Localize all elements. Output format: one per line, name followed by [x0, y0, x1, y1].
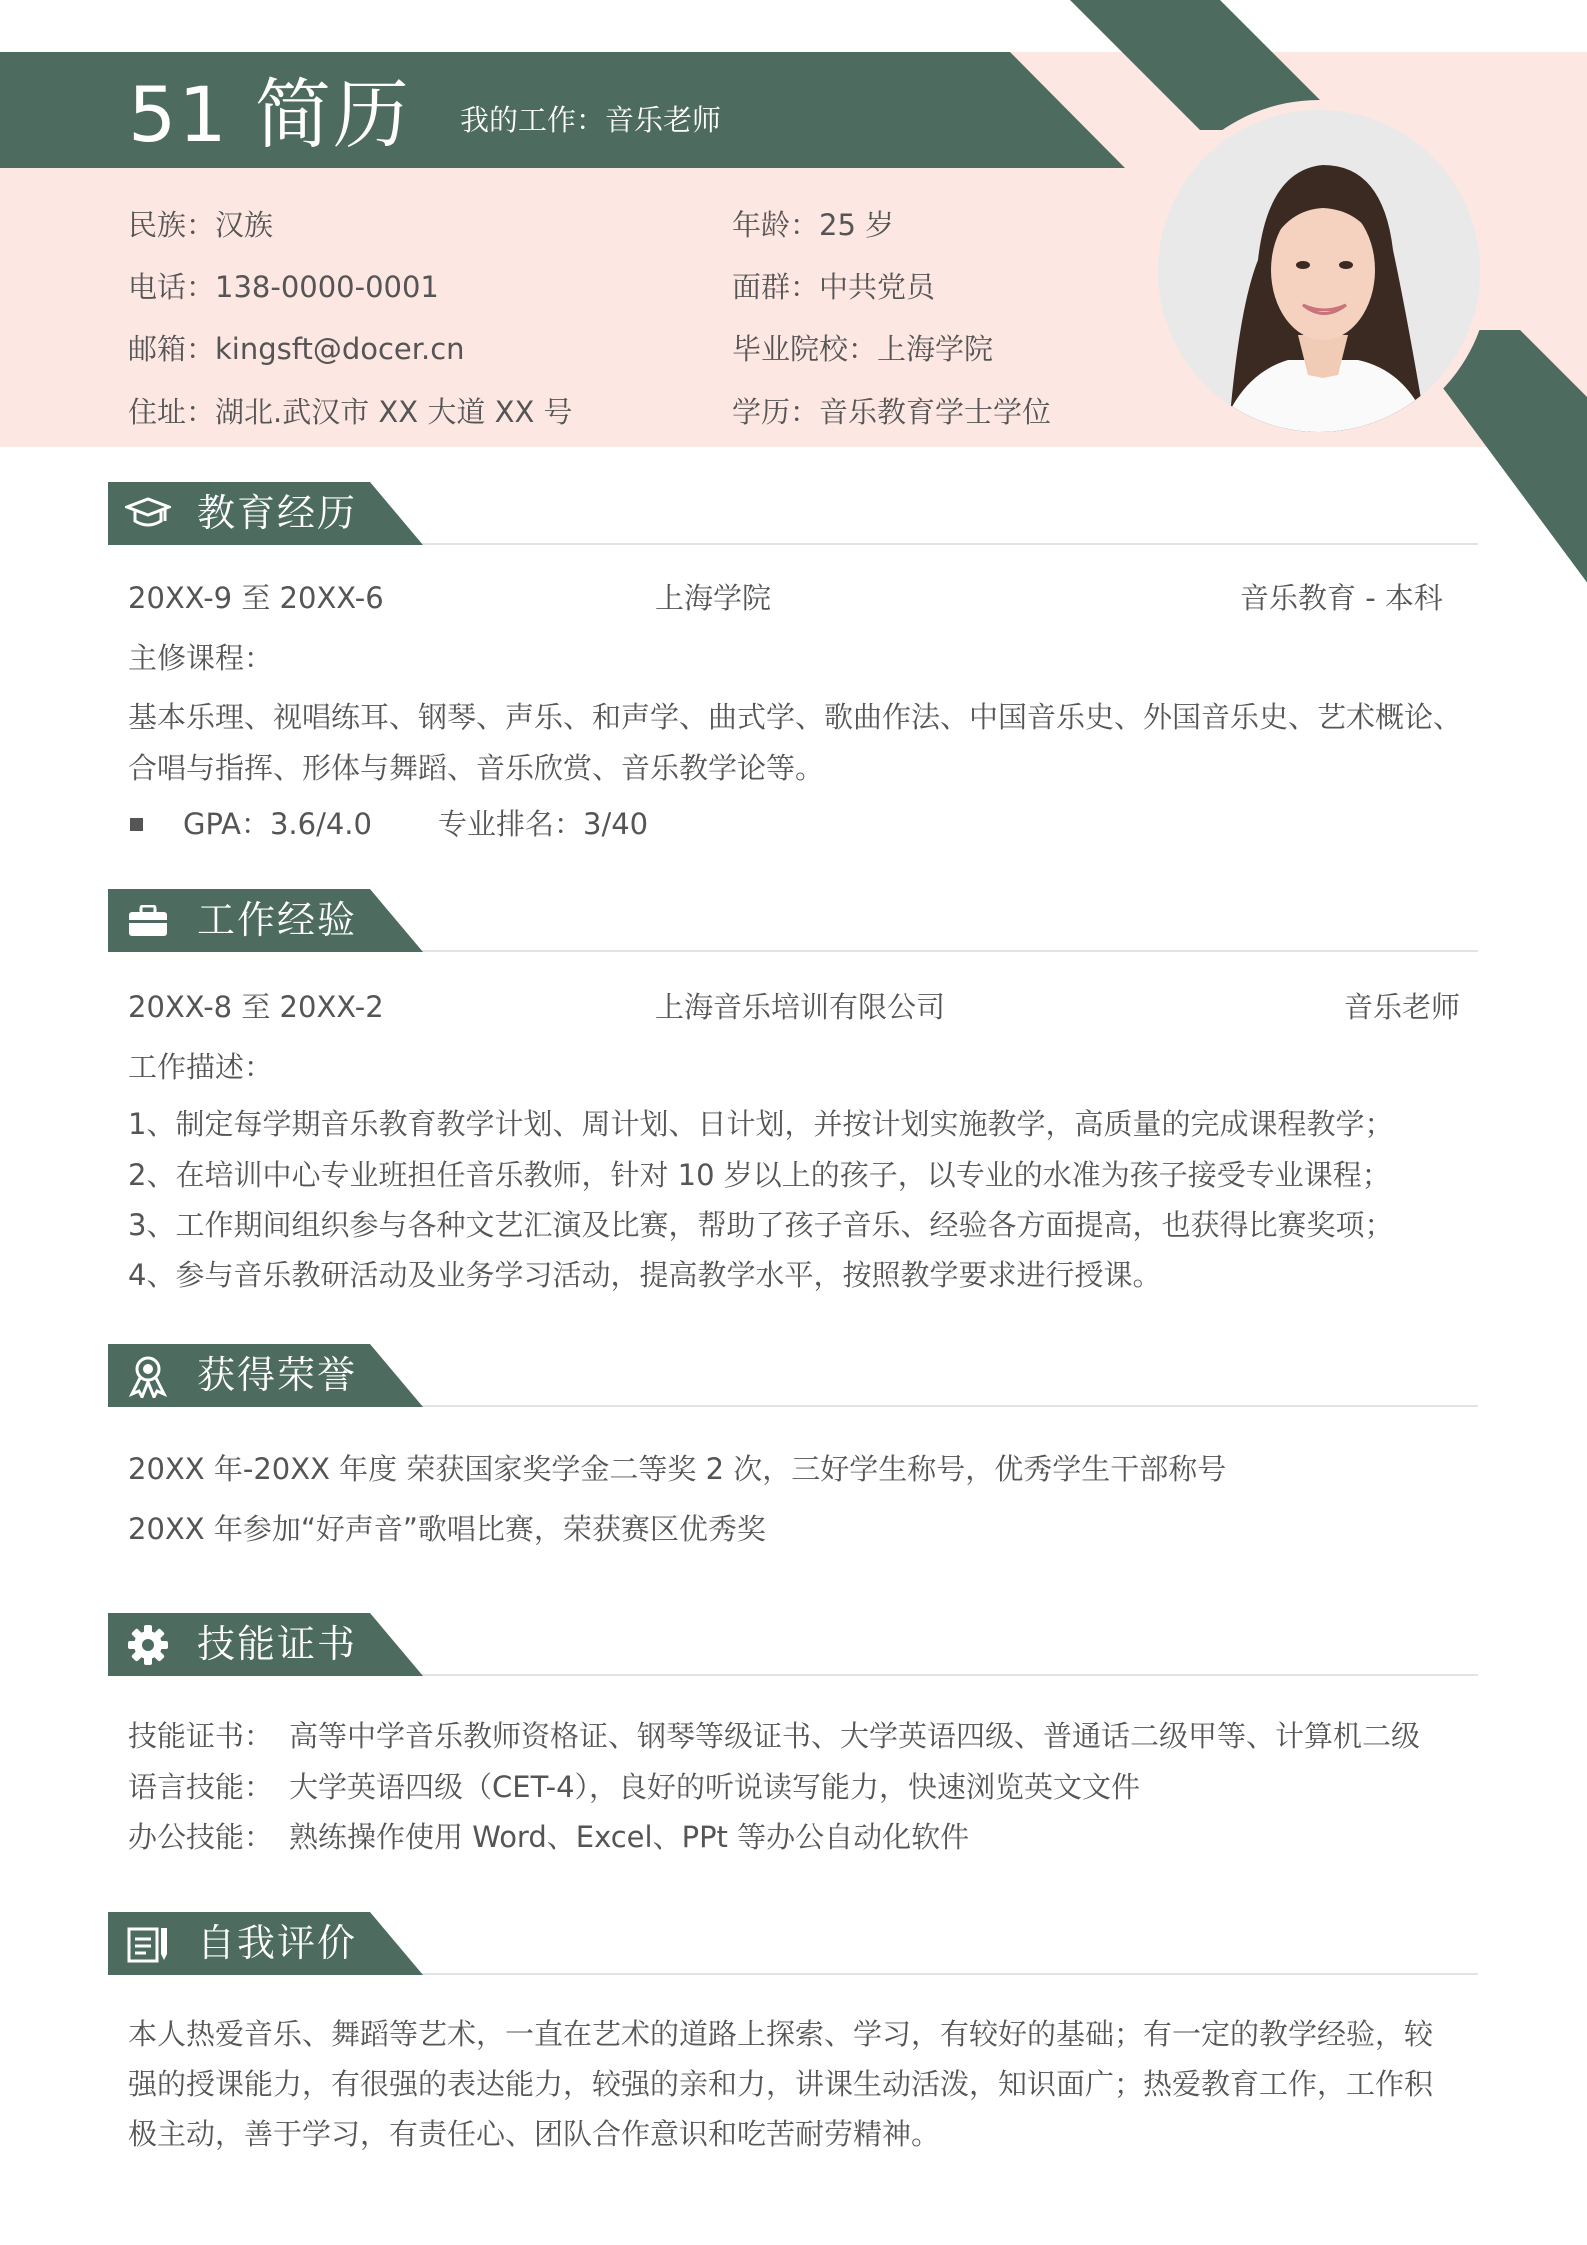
- section-title-work: 工作经验: [197, 898, 358, 942]
- portrait-photo: [1158, 110, 1480, 432]
- work-item: 3、工作期间组织参与各种文艺汇演及比赛，帮助了孩子音乐、经验各方面提高，也获得比赛奖项；: [128, 1208, 1394, 1242]
- award-ribbon-icon: [122, 1344, 174, 1407]
- graduation-cap-icon: [122, 482, 174, 545]
- info-address: 住址：湖北.武汉市 XX 大道 XX 号: [128, 395, 573, 429]
- skill-label: 语言技能：: [128, 1770, 274, 1804]
- bullet-icon: [130, 818, 143, 831]
- section-title-honors: 获得荣誉: [197, 1353, 358, 1397]
- work-item: 1、制定每学期音乐教育教学计划、周计划、日计划，并按计划实施教学，高质量的完成课程教学；: [128, 1107, 1394, 1141]
- education-major: 音乐教育 - 本科: [1240, 581, 1443, 615]
- portrait-illustration: [1158, 110, 1480, 432]
- info-ethnicity: 民族：汉族: [128, 208, 274, 242]
- section-title-education: 教育经历: [197, 491, 358, 535]
- notebook-pen-icon: [122, 1912, 174, 1975]
- work-role: 音乐老师: [1344, 990, 1461, 1024]
- info-degree: 学历：音乐教育学士学位: [732, 395, 1052, 429]
- courses-line: 基本乐理、视唱练耳、钢琴、声乐、和声学、曲式学、歌曲作法、中国音乐史、外国音乐史、艺术概论、: [128, 700, 1463, 734]
- skill-value: 熟练操作使用 Word、Excel、PPt 等办公自动化软件: [289, 1820, 970, 1854]
- self-eval-line: 极主动，善于学习，有责任心、团队合作意识和吃苦耐劳精神。: [128, 2117, 941, 2151]
- gear-icon: [122, 1613, 174, 1676]
- info-email: 邮箱：kingsft@docer.cn: [128, 332, 465, 366]
- work-desc-label: 工作描述：: [128, 1050, 274, 1084]
- skill-label: 办公技能：: [128, 1820, 274, 1854]
- self-eval-line: 本人热爱音乐、舞蹈等艺术，一直在艺术的道路上探索、学习，有较好的基础；有一定的教学经验，较: [128, 2017, 1434, 2051]
- info-phone: 电话：138-0000-0001: [128, 270, 439, 304]
- skill-value: 大学英语四级（CET-4），良好的听说读写能力，快速浏览英文文件: [289, 1770, 1141, 1804]
- work-item: 2、在培训中心专业班担任音乐教师，针对 10 岁以上的孩子，以专业的水准为孩子接受专业课程；: [128, 1158, 1391, 1192]
- courses-line: 合唱与指挥、形体与舞蹈、音乐欣赏、音乐教学论等。: [128, 751, 825, 785]
- education-gpa: GPA：3.6/4.0: [183, 807, 372, 841]
- section-title-skills: 技能证书: [197, 1622, 358, 1666]
- education-date: 20XX-9 至 20XX-6: [128, 581, 384, 615]
- courses-label: 主修课程：: [128, 641, 274, 675]
- honor-item: 20XX 年-20XX 年度 荣获国家奖学金二等奖 2 次，三好学生称号，优秀学生干部称号: [128, 1452, 1227, 1486]
- work-company: 上海音乐培训有限公司: [655, 990, 946, 1024]
- resume-name: 51 简历: [128, 70, 411, 159]
- honor-item: 20XX 年参加“好声音”歌唱比赛，荣获赛区优秀奖: [128, 1512, 766, 1546]
- briefcase-icon: [122, 889, 174, 952]
- info-school: 毕业院校：上海学院: [732, 332, 994, 366]
- self-eval-line: 强的授课能力，有很强的表达能力，较强的亲和力，讲课生动活泼，知识面广；热爱教育工作，工作积: [128, 2067, 1434, 2101]
- work-item: 4、参与音乐教研活动及业务学习活动，提高教学水平，按照教学要求进行授课。: [128, 1258, 1162, 1292]
- education-rank: 专业排名：3/40: [438, 807, 649, 841]
- skill-label: 技能证书：: [128, 1719, 274, 1753]
- skill-value: 高等中学音乐教师资格证、钢琴等级证书、大学英语四级、普通话二级甲等、计算机二级: [289, 1719, 1421, 1753]
- work-date: 20XX-8 至 20XX-2: [128, 990, 384, 1024]
- job-title: 我的工作：音乐老师: [460, 103, 722, 137]
- info-politics: 面群：中共党员: [732, 270, 936, 304]
- info-age: 年龄：25 岁: [732, 208, 895, 242]
- section-title-self: 自我评价: [197, 1921, 358, 1965]
- education-school: 上海学院: [655, 581, 772, 615]
